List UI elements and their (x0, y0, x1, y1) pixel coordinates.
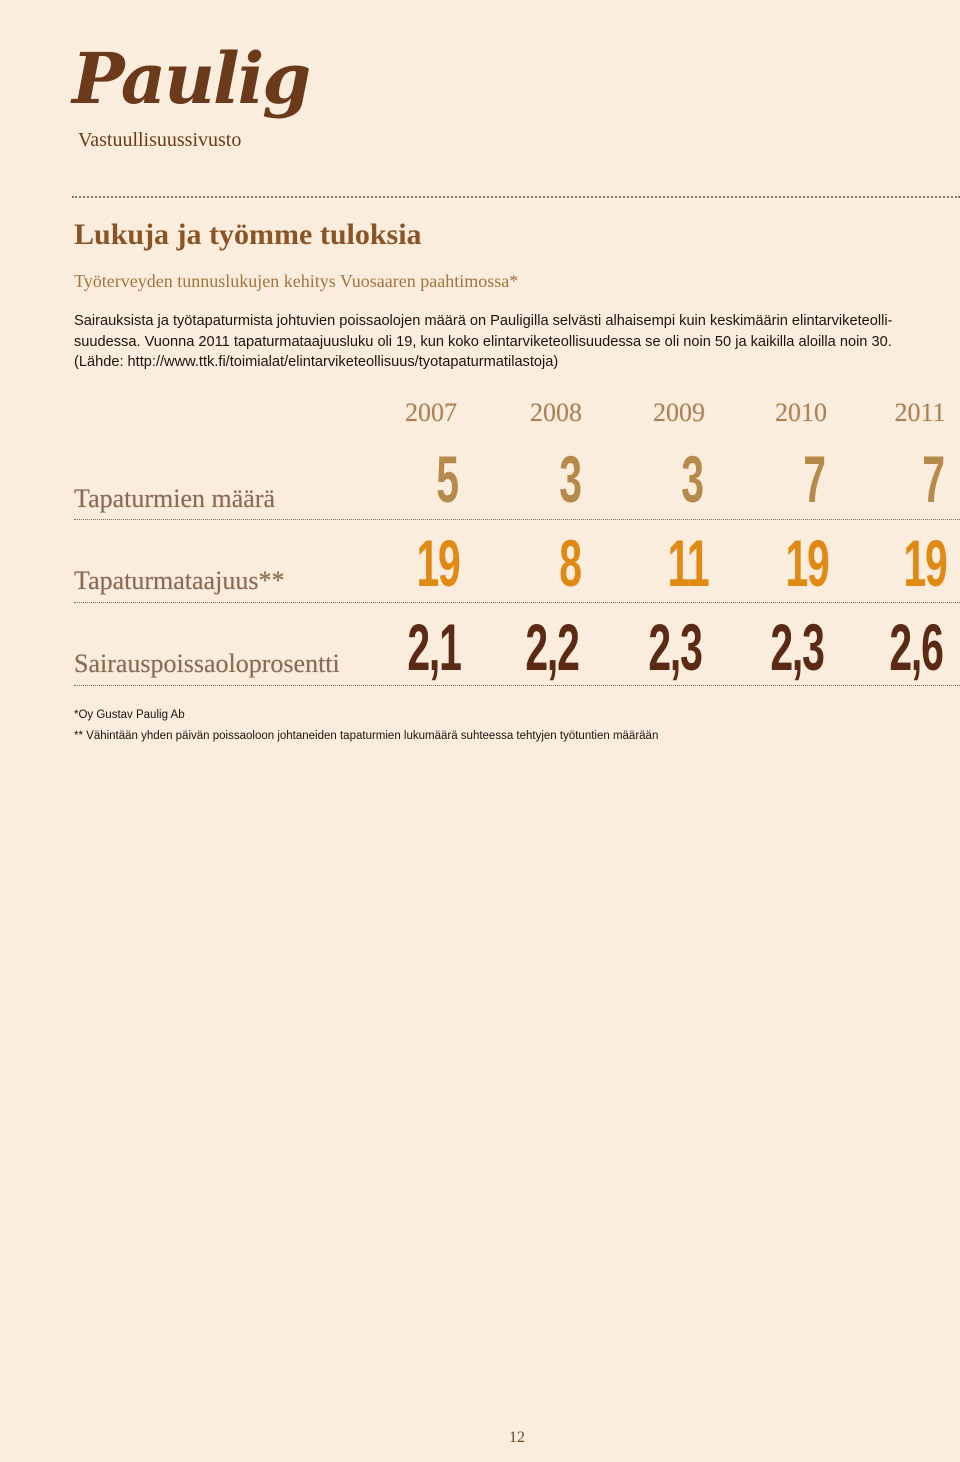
page-title: Lukuja ja työmme tuloksia (74, 218, 422, 251)
value-cell: 19 (785, 526, 829, 600)
value-cell: 11 (667, 526, 709, 600)
value-cell: 19 (903, 526, 947, 600)
footnote: *Oy Gustav Paulig Ab (74, 709, 185, 721)
page-number: 12 (509, 1429, 525, 1446)
value-cell: 3 (681, 442, 703, 516)
intro-line: Sairauksista ja työtapaturmista johtuvien poissaolojen määrä on Pauligilla selvästi alhaisempi kuin keskimäärin elintarviketeolli- (74, 313, 893, 329)
paulig-logo: Paulig (72, 37, 310, 120)
year-header: 2008 (530, 398, 582, 427)
row-label-accidents: Tapaturmien määrä (74, 484, 276, 513)
year-header: 2007 (405, 398, 457, 427)
value-cell: 2,3 (770, 610, 824, 684)
row-divider (74, 602, 960, 603)
value-cell: 2,3 (648, 610, 702, 684)
value-cell: 5 (436, 442, 458, 516)
intro-paragraph (74, 311, 936, 373)
intro-line-source: (Lähde: http://www.ttk.fi/toimialat/elintarviketeollisuus/tyotapaturmatilastoja) (74, 354, 559, 370)
value-cell: 2,1 (407, 610, 461, 684)
value-cell: 8 (559, 526, 581, 600)
site-tagline: Vastuullisuussivusto (78, 129, 242, 151)
value-cell: 7 (803, 442, 825, 516)
row-label-sick-leave: Sairauspoissaoloprosentti (74, 649, 340, 678)
year-header: 2009 (653, 398, 705, 427)
section-subtitle: Työterveyden tunnuslukujen kehitys Vuosaaren paahtimossa* (74, 271, 519, 291)
row-divider (74, 519, 960, 520)
row-label-frequency: Tapaturmataajuus** (74, 566, 285, 595)
value-cell: 2,2 (525, 610, 579, 684)
footnote: ** Vähintään yhden päivän poissaoloon johtaneiden tapaturmien lukumäärä suhteessa tehtyjen työtuntien määrään (74, 730, 659, 742)
value-cell: 7 (922, 442, 944, 516)
value-cell: 19 (416, 526, 460, 600)
year-header: 2011 (894, 398, 946, 427)
divider (72, 196, 960, 198)
intro-line: suudessa. Vuonna 2011 tapaturmataajuusluku oli 19, kun koko elintarviketeollisuudessa se oli noin 50 ja kaikilla aloilla noin 30. (74, 333, 892, 350)
row-divider (74, 685, 960, 686)
value-cell: 3 (559, 442, 581, 516)
value-cell: 2,6 (889, 610, 943, 684)
year-header: 2010 (775, 398, 827, 427)
